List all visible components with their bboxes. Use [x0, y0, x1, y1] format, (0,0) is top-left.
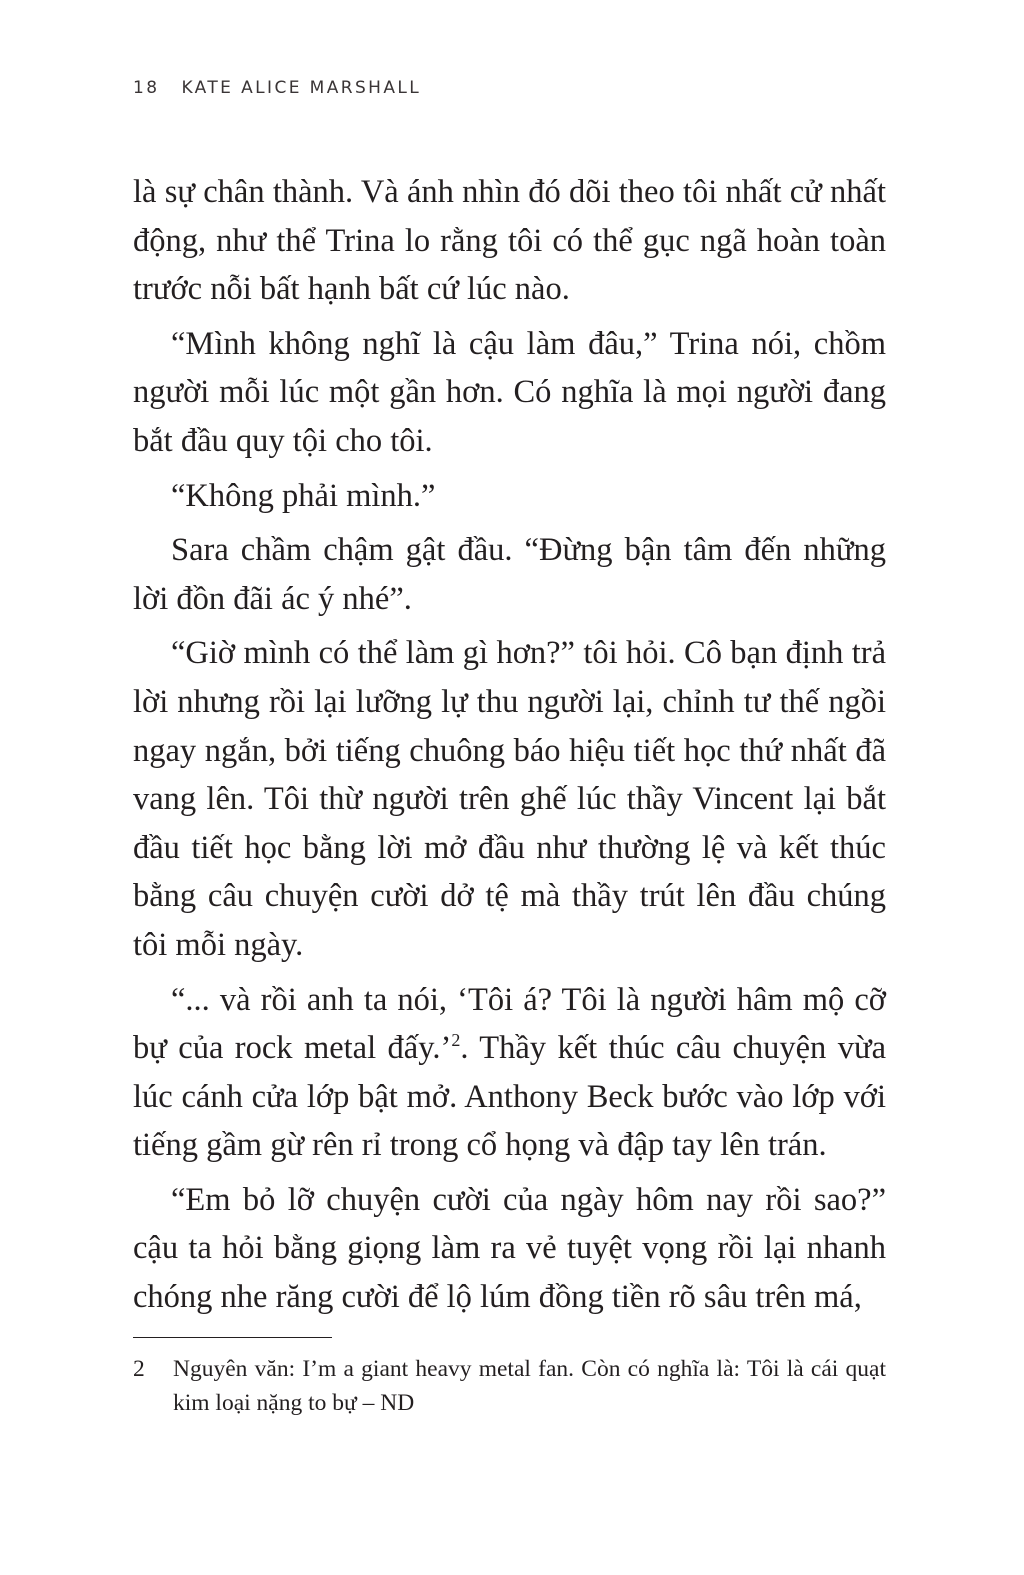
paragraph-part: Thầy kết thúc câu chuyện vừa lúc cánh cửa lớp bật mở. Anthony Beck bước vào lớp với tiếng gầm gừ rên rỉ trong cổ họng và đập tay lên trán. — [133, 1030, 886, 1164]
footnote-reference[interactable]: 2 — [451, 1030, 461, 1051]
paragraph: là sự chân thành. Và ánh nhìn đó dõi theo tôi nhất cử nhất động, như thể Trina lo rằng tôi có thể gục ngã hoàn toàn trước nỗi bất hạnh bất cứ lúc nào. — [133, 174, 886, 308]
paragraph-with-footnote: “... và rồi anh ta nói, ‘Tôi á? Tôi là người hâm mộ cỡ bự của rock metal đấy.’$^2$. Thầy kết thúc câu chuyện vừa lúc cánh cửa lớp bật mở. Anthony Beck bước vào lớp với tiếng gầm gừ rên rỉ trong cổ họng và đập tay lên trán. — [133, 981, 886, 1164]
footnote-text: Nguyên văn: I’m a giant heavy metal fan. Còn có nghĩa là: Tôi là cái quạt kim loại nặng to bự – ND — [173, 1356, 886, 1416]
footnote — [133, 1352, 886, 1420]
paragraph: Sara chầm chậm gật đầu. “Đừng bận tâm đến những lời đồn đãi ác ý nhé”. — [133, 532, 886, 617]
paragraph: “Mình không nghĩ là cậu làm đâu,” Trina nói, chồm người mỗi lúc một gần hơn. Có nghĩa là mọi người đang bắt đầu quy tội cho tôi. — [133, 325, 886, 459]
footnote-divider — [133, 1337, 332, 1338]
paragraph: “Em bỏ lỡ chuyện cười của ngày hôm nay rồi sao?” cậu ta hỏi bằng giọng làm ra vẻ tuyệt vọng rồi lại nhanh chóng nhe răng cười để lộ lúm đồng tiền rõ sâu trên má, — [133, 1181, 886, 1316]
body-text — [133, 168, 886, 1328]
paragraph: “Giờ mình có thể làm gì hơn?” tôi hỏi. Cô bạn định trả lời nhưng rồi lại lưỡng lự thu người lại, chỉnh tư thế ngồi ngay ngắn, bởi tiếng chuông báo hiệu tiết học thứ nhất đã vang lên. Tôi thừ người trên ghế lúc thầy Vincent lại bắt đầu tiết học bằng lời mở đầu như thường lệ và kết thúc bằng câu chuyện cười dở tệ mà thầy trút lên đầu chúng tôi mỗi ngày. — [133, 635, 886, 963]
paragraph-part: “... và rồi anh ta nói, ‘Tôi á? Tôi là người hâm mộ cỡ bự của rock metal đấy.’ — [133, 981, 886, 1067]
page-number: 18 — [133, 78, 160, 98]
paragraph: “Không phải mình.” — [171, 477, 436, 514]
running-header — [133, 78, 421, 98]
footnote-number: 2 — [133, 1356, 145, 1382]
author-name: KATE ALICE MARSHALL — [181, 78, 422, 98]
